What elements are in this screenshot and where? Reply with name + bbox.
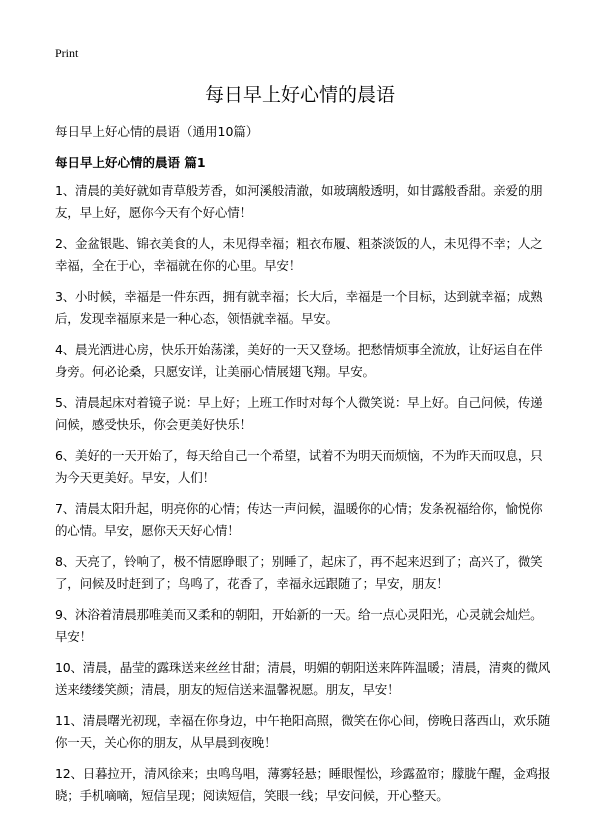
entries-list xyxy=(55,180,552,816)
section-heading: 每日早上好心情的晨语 篇1 xyxy=(55,155,206,170)
print-link[interactable]: Print xyxy=(55,46,79,60)
entry-paragraph: 9、沐浴着清晨那唯美而又柔和的朝阳，开始新的一天。给一点心灵阳光，心灵就会灿烂。早安！ xyxy=(55,607,543,644)
entry-paragraph: 2、金盆银匙、锦衣美食的人，未见得幸福；粗衣布履、粗茶淡饭的人，未见得不幸；人之幸福，全在于心，幸福就在你的心里。早安！ xyxy=(55,236,543,273)
entry-paragraph: 1、清晨的美好就如青草般芳香，如河溪般清澈，如玻璃般透明，如甘露般香甜。亲爱的朋友，早上好，愿你今天有个好心情！ xyxy=(55,183,543,220)
entry-paragraph: 5、清晨起床对着镜子说：早上好；上班工作时对每个人微笑说：早上好。自己问候，传递问候，感受快乐，你会更美好快乐！ xyxy=(55,395,543,432)
entry-paragraph: 12、日暮拉开，清风徐来；虫鸣鸟唱，薄雾轻悬；睡眼惺忪，珍露盈帘；朦胧午醒，金鸡报晓；手机嘀嘀，短信呈现；阅读短信，笑眼一线；早安问候，开心整天。 xyxy=(55,766,551,803)
entry-paragraph: 8、天亮了，铃响了，极不情愿睁眼了；别睡了，起床了，再不起来迟到了；高兴了，微笑了，问候及时赶到了；鸟鸣了，花香了，幸福永远跟随了；早安，朋友！ xyxy=(55,554,543,591)
entry-paragraph: 6、美好的一天开始了，每天给自己一个希望，试着不为明天而烦恼，不为昨天而叹息，只为今天更美好。早安，人们！ xyxy=(55,448,543,485)
page-title: 每日早上好心情的晨语 xyxy=(204,84,395,106)
entry-paragraph: 7、清晨太阳升起，明亮你的心情；传达一声问候，温暖你的心情；发条祝福给你，愉悦你的心情。早安，愿你天天好心情！ xyxy=(55,501,543,538)
entry-paragraph: 4、晨光洒进心房，快乐开始荡漾，美好的一天又登场。把愁情烦事全流放，让好运自在伴身旁。何必论桑，只愿安详，让美丽心情展翅飞翔。早安。 xyxy=(55,342,543,379)
subtitle: 每日早上好心情的晨语（通用10篇） xyxy=(55,124,259,139)
entry-paragraph: 3、小时候，幸福是一件东西，拥有就幸福；长大后，幸福是一个目标，达到就幸福；成熟后，发现幸福原来是一种心态，领悟就幸福。早安。 xyxy=(55,289,543,326)
entry-paragraph: 11、清晨曙光初现，幸福在你身边，中午艳阳高照，微笑在你心间，傍晚日落西山，欢乐随你一天，关心你的朋友，从早晨到夜晚！ xyxy=(55,713,551,750)
entry-paragraph: 10、清晨，晶莹的露珠送来丝丝甘甜；清晨，明媚的朝阳送来阵阵温暖；清晨，清爽的微风送来缕缕笑颜；清晨，朋友的短信送来温馨祝愿。朋友，早安！ xyxy=(55,660,551,697)
